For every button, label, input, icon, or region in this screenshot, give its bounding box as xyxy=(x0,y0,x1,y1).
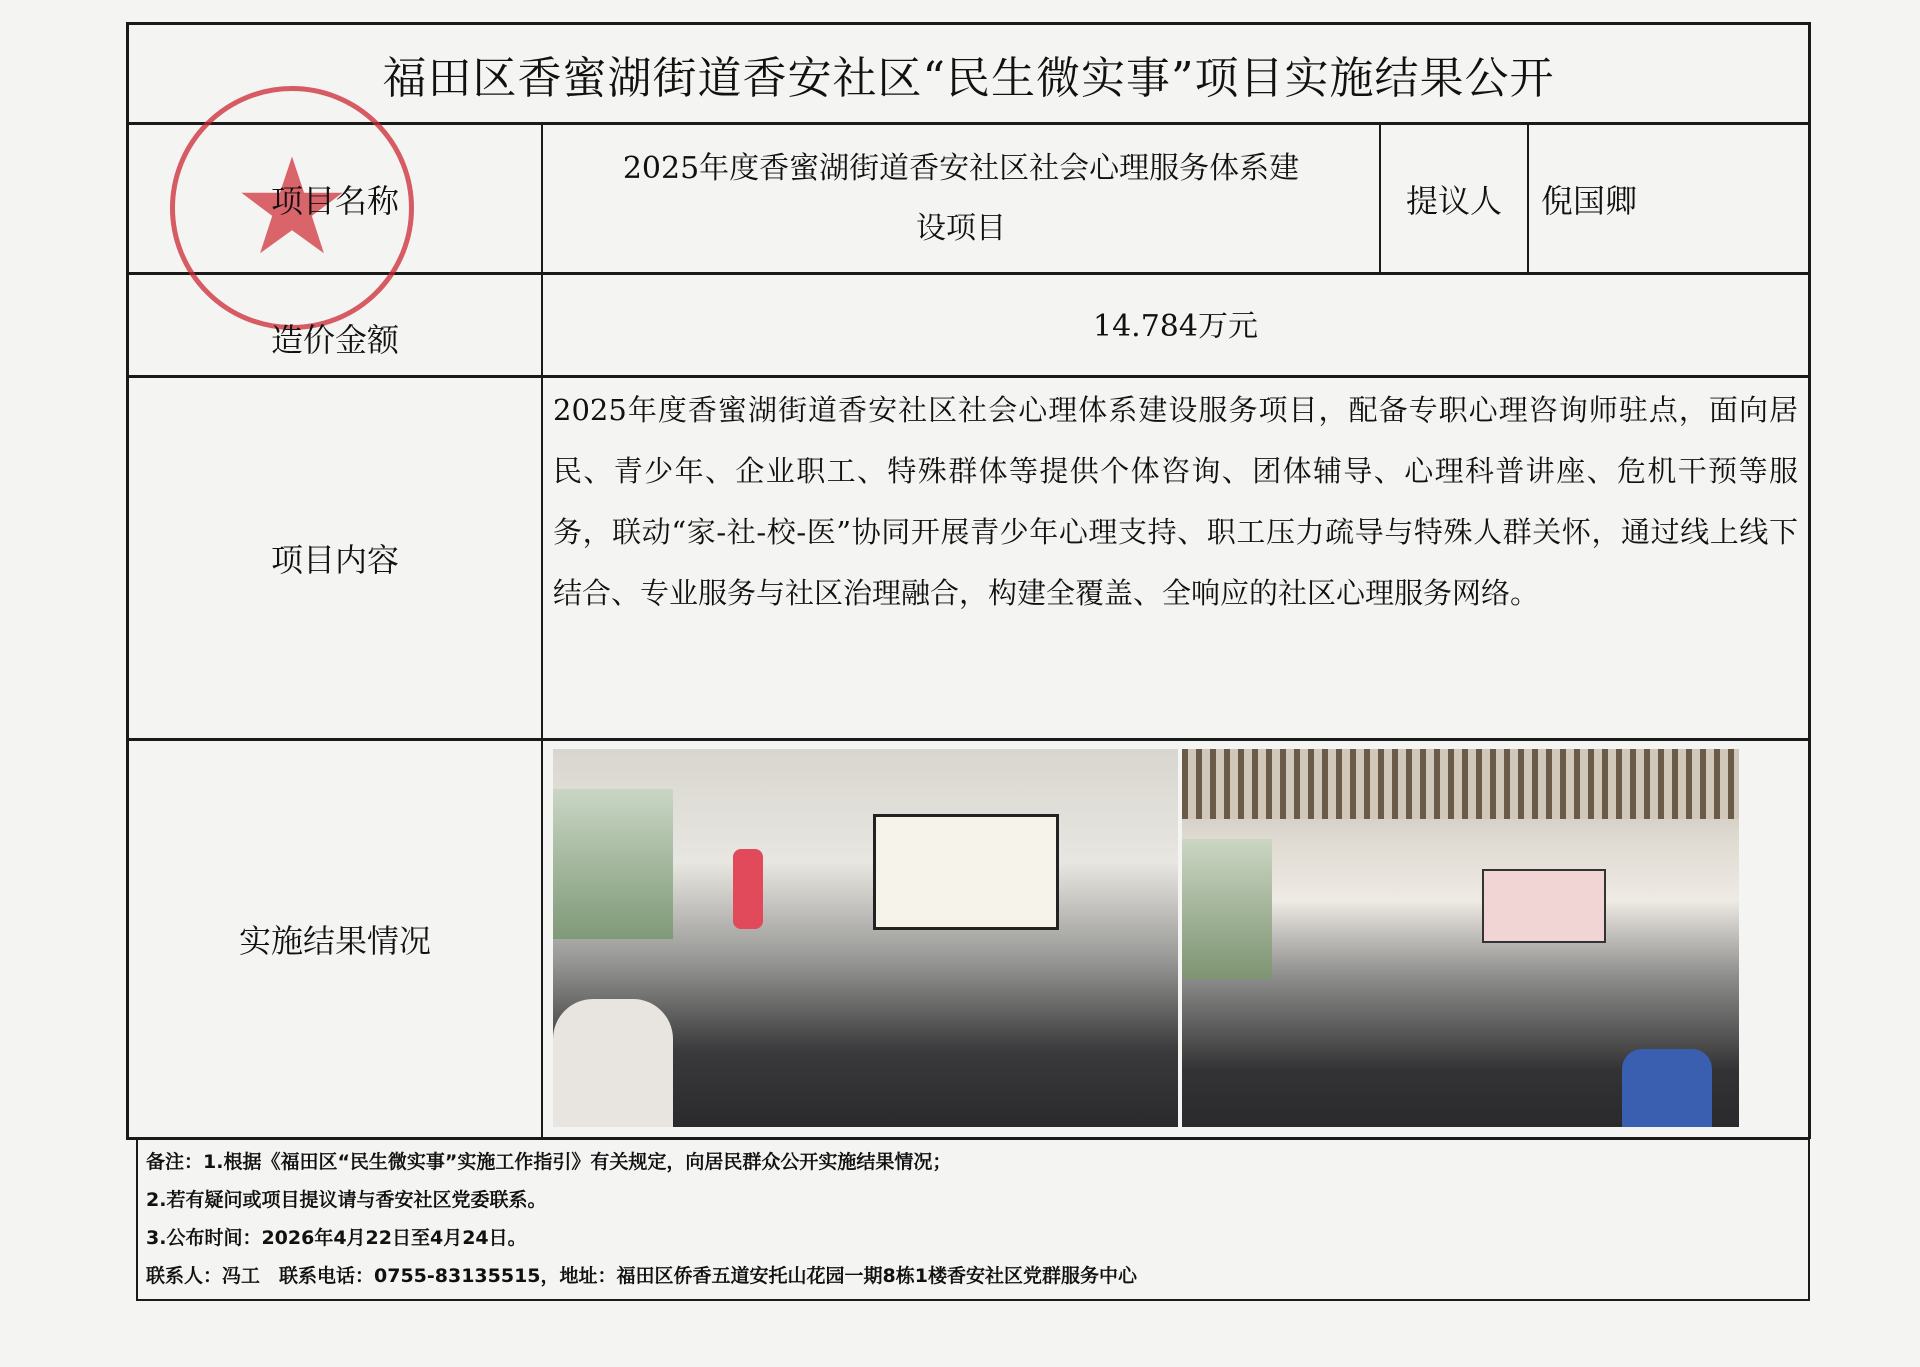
note-3: 3.公布时间：2026年4月22日至4月24日。 xyxy=(146,1227,527,1249)
activity-photo-1 xyxy=(553,749,1178,1127)
project-name-line2: 设项目 xyxy=(916,210,1006,246)
note-contact: 联系人：冯工 联系电话：0755-83135515，地址：福田区侨香五道安托山花园一期8栋1楼香安社区党群服务中心 xyxy=(146,1265,1137,1287)
note-1: 备注：1.根据《福田区“民生微实事”实施工作指引》有关规定，向居民群众公开实施结果情况； xyxy=(146,1151,952,1173)
price-value: 14.784万元 xyxy=(1093,308,1258,344)
project-name-value xyxy=(543,125,1379,272)
note-2: 2.若有疑问或项目提议请与香安社区党委联系。 xyxy=(146,1189,547,1211)
content-label: 项目内容 xyxy=(270,541,399,579)
proposer-label: 提议人 xyxy=(1405,181,1502,220)
column-divider xyxy=(541,122,543,1139)
page-title: 福田区香蜜湖街道香安社区“民生微实事”项目实施结果公开 xyxy=(382,52,1555,104)
result-label: 实施结果情况 xyxy=(238,922,431,960)
proposer-value: 倪国卿 xyxy=(1540,181,1637,220)
table-border-right xyxy=(1808,22,1811,1139)
project-name-line1: 2025年度香蜜湖街道香安社区社会心理服务体系建 xyxy=(622,150,1300,186)
price-label: 造价金额 xyxy=(270,320,399,359)
project-name-label: 项目名称 xyxy=(270,181,399,220)
content-value: 2025年度香蜜湖街道香安社区社会心理体系建设服务项目，配备专职心理咨询师驻点，面向居民、青少年、企业职工、特殊群体等提供个体咨询、团体辅导、心理科普讲座、危机干预等服务，联动“家-社-校-医”协同开展青少年心理支持、职工压力疏导与特殊人群关怀，通过线上线下结合、专业服务与社区治理融合，构建全覆盖、全响应的社区心理服务网络。 xyxy=(553,393,1798,610)
activity-photo-2 xyxy=(1182,749,1739,1127)
notes xyxy=(146,1143,1796,1295)
